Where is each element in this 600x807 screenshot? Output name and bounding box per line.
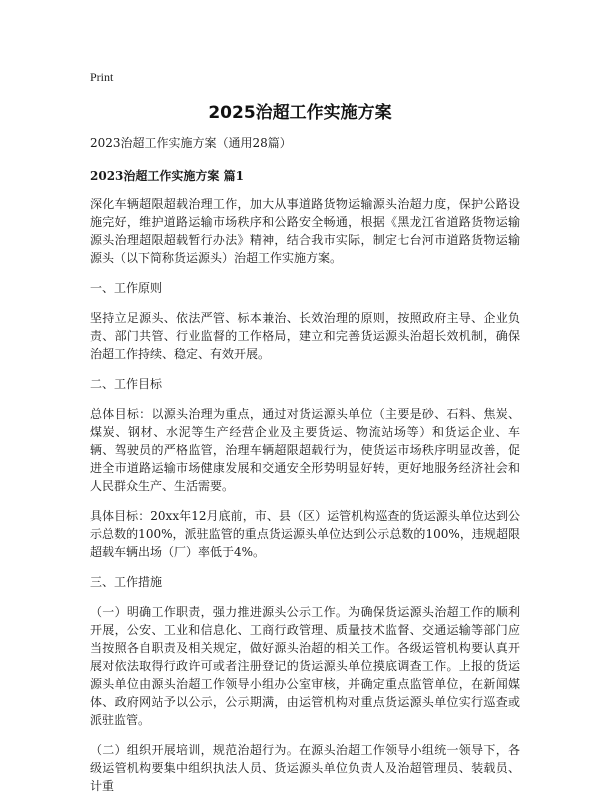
article-body bbox=[90, 134, 520, 807]
paragraph-overall-goal: 总体目标：以源头治理为重点，通过对货运源头单位（主要是砂、石料、焦炭、煤炭、钢材、水泥等生产经营企业及主要货运、物流站场等）和货运企业、车辆、驾驶员的严格监管，治理车辆超限超载行为，使货运市场秩序明显改善，促进全市道路运输市场健康发展和交通安全形势明显好转，更好地服务经济社会和人民群众生产、生活需要。 bbox=[90, 407, 520, 493]
print-link[interactable]: Print bbox=[90, 70, 114, 84]
heading-principles: 一、工作原则 bbox=[90, 281, 163, 295]
section-heading: 2023治超工作实施方案 篇1 bbox=[90, 169, 244, 183]
paragraph-measure-1: （一）明确工作职责，强力推进源头公示工作。为确保货运源头治超工作的顺利开展，公安、工业和信息化、工商行政管理、质量技术监督、交通运输等部门应当按照各自职责及相关规定，做好源头治超的相关工作。各级运管机构要认真开展对依法取得行政许可或者注册登记的货运源头单位摸底调查工作。上报的货运源头单位由源头治超工作领导小组办公室审核，并确定重点监管单位，在新闻媒体、政府网站予以公示，公示期满，由运管机构对重点货运源头单位实行巡查或派驻监管。 bbox=[90, 605, 520, 727]
paragraph-intro: 深化车辆超限超载治理工作，加大从事道路货物运输源头治超力度，保护公路设施完好，维护道路运输市场秩序和公路安全畅通，根据《黑龙江省道路货物运输源头治理超限超载暂行办法》精神，结合我市实际，制定七台河市道路货物运输源头（以下简称货运源头）治超工作实施方案。 bbox=[90, 197, 520, 265]
page-title: 2025治超工作实施方案 bbox=[208, 103, 392, 123]
paragraph-specific-goal: 具体目标：20xx年12月底前，市、县（区）运管机构巡查的货运源头单位达到公示总数的100%，派驻监管的重点货运源头单位达到公示总数的100%，违规超限超载车辆出场（厂）率低于4%。 bbox=[90, 509, 520, 559]
article-subtitle: 2023治超工作实施方案（通用28篇） bbox=[90, 136, 292, 150]
heading-measures: 三、工作措施 bbox=[90, 575, 163, 589]
paragraph-principles: 坚持立足源头、依法严管、标本兼治、长效治理的原则，按照政府主导、企业负责、部门共管、行业监督的工作格局，建立和完善货运源头治超长效机制，确保治超工作持续、稳定、有效开展。 bbox=[90, 311, 520, 361]
heading-goals: 二、工作目标 bbox=[90, 377, 163, 391]
paragraph-measure-2: （二）组织开展培训，规范治超行为。在源头治超工作领导小组统一领导下，各级运管机构要集中组织执法人员、货运源头单位负责人及治超管理员、装载员、计重 bbox=[90, 743, 520, 793]
